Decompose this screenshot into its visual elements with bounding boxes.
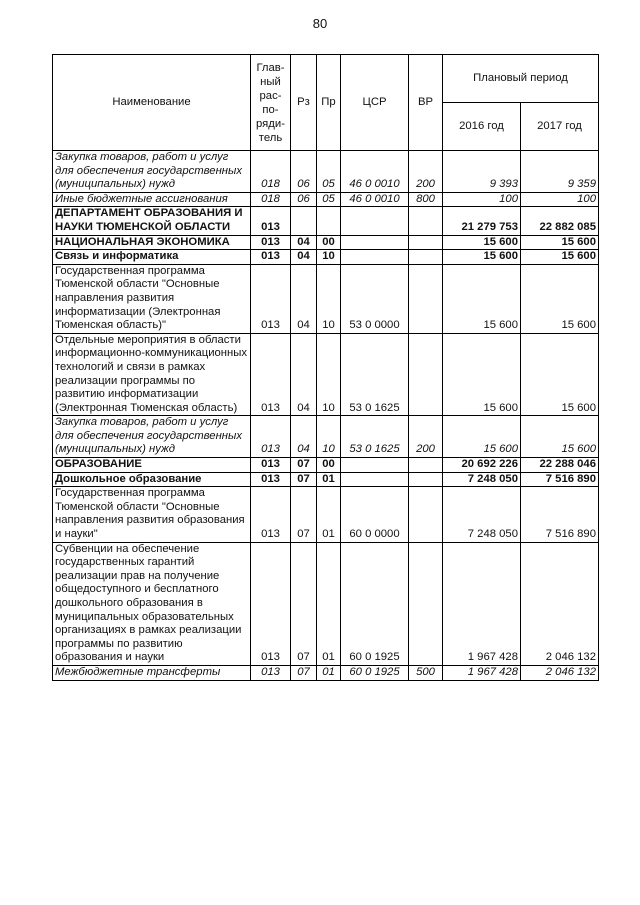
row-2017: 7 516 890 [521,487,599,542]
row-pr: 10 [317,264,341,333]
row-csr [341,458,409,473]
row-pr: 10 [317,333,341,416]
row-vr: 200 [409,416,443,458]
row-2016: 1 967 428 [443,542,521,665]
row-2017: 15 600 [521,333,599,416]
header-2017: 2017 год [521,103,599,151]
table-row [53,333,599,416]
row-2017: 15 600 [521,264,599,333]
row-glav: 013 [251,472,291,487]
row-csr [341,235,409,250]
row-2017: 22 288 046 [521,458,599,473]
row-2016: 1 967 428 [443,665,521,680]
row-name: Межбюджетные трансферты [53,665,251,680]
row-rz: 06 [291,192,317,207]
row-pr: 01 [317,487,341,542]
row-name: ДЕПАРТАМЕНТ ОБРАЗОВАНИЯ И НАУКИ ТЮМЕНСКОЙ ОБЛАСТИ [53,207,251,235]
row-pr: 10 [317,250,341,265]
row-2016: 100 [443,192,521,207]
row-2017: 100 [521,192,599,207]
row-vr: 500 [409,665,443,680]
header-csr: ЦСР [341,55,409,151]
row-glav: 013 [251,416,291,458]
row-csr [341,250,409,265]
row-2017: 2 046 132 [521,542,599,665]
row-csr: 60 0 1925 [341,665,409,680]
row-glav: 018 [251,151,291,193]
table-row [53,458,599,473]
row-rz: 04 [291,416,317,458]
table-row [53,192,599,207]
row-csr: 60 0 0000 [341,487,409,542]
row-2016: 15 600 [443,333,521,416]
header-vr: ВР [409,55,443,151]
header-glav-line: ный [260,75,281,88]
header-glav-line: ряди- [256,117,285,130]
row-name: Государственная программа Тюменской области "Основные направления развития информатизации (Электронная Тюменская область)" [53,264,251,333]
row-glav: 013 [251,264,291,333]
row-rz: 04 [291,250,317,265]
row-glav: 018 [251,192,291,207]
table-row [53,207,599,235]
row-2016: 9 393 [443,151,521,193]
header-glav-line: Глав- [256,61,285,74]
row-vr [409,333,443,416]
row-rz: 07 [291,542,317,665]
row-pr: 05 [317,192,341,207]
row-csr: 46 0 0010 [341,192,409,207]
row-csr: 53 0 0000 [341,264,409,333]
row-2016: 7 248 050 [443,472,521,487]
row-name: Отдельные мероприятия в области информационно-коммуникационных технологий и связи в рамках реализации программы по развитию информатизации (Электронная Тюменская область) [53,333,251,416]
header-period: Плановый период [443,55,599,103]
header-2016: 2016 год [443,103,521,151]
table-row [53,542,599,665]
row-csr: 46 0 0010 [341,151,409,193]
row-2017: 15 600 [521,250,599,265]
row-name: Дошкольное образование [53,472,251,487]
row-vr [409,235,443,250]
row-vr [409,207,443,235]
row-vr [409,458,443,473]
header-glav [251,55,291,151]
row-vr [409,472,443,487]
row-glav: 013 [251,207,291,235]
row-rz: 04 [291,333,317,416]
row-2016: 7 248 050 [443,487,521,542]
row-glav: 013 [251,458,291,473]
row-name: Субвенции на обеспечение государственных гарантий реализации прав на получение общедоступного и бесплатного дошкольного образования в муниципальных образовательных организациях в рамках реализации программы по развитию образования и науки [53,542,251,665]
row-vr [409,250,443,265]
row-name: ОБРАЗОВАНИЕ [53,458,251,473]
table-row [53,416,599,458]
row-pr: 00 [317,235,341,250]
row-2016: 15 600 [443,416,521,458]
row-pr: 01 [317,542,341,665]
row-vr [409,487,443,542]
row-pr: 00 [317,458,341,473]
row-2017: 22 882 085 [521,207,599,235]
header-glav-line: по- [262,103,279,116]
row-2016: 15 600 [443,235,521,250]
row-csr [341,207,409,235]
row-2017: 2 046 132 [521,665,599,680]
row-2016: 15 600 [443,250,521,265]
row-rz: 07 [291,665,317,680]
row-vr [409,264,443,333]
row-2017: 7 516 890 [521,472,599,487]
row-glav: 013 [251,333,291,416]
row-name: Государственная программа Тюменской области "Основные направления развития образования и науки" [53,487,251,542]
table-row [53,487,599,542]
row-glav: 013 [251,235,291,250]
row-2017: 15 600 [521,416,599,458]
row-rz: 07 [291,472,317,487]
row-rz: 07 [291,487,317,542]
row-glav: 013 [251,487,291,542]
row-name: Закупка товаров, работ и услуг для обеспечения государственных (муниципальных) нужд [53,416,251,458]
row-pr: 10 [317,416,341,458]
row-2017: 9 359 [521,151,599,193]
row-glav: 013 [251,542,291,665]
row-csr: 53 0 1625 [341,333,409,416]
row-csr [341,472,409,487]
row-rz: 04 [291,264,317,333]
row-rz [291,207,317,235]
row-vr: 200 [409,151,443,193]
row-glav: 013 [251,665,291,680]
table-row [53,151,599,193]
header-name: Наименование [53,55,251,151]
row-vr [409,542,443,665]
row-2016: 15 600 [443,264,521,333]
row-2017: 15 600 [521,235,599,250]
row-csr: 53 0 1625 [341,416,409,458]
row-name: Закупка товаров, работ и услуг для обеспечения государственных (муниципальных) нужд [53,151,251,193]
table-row [53,235,599,250]
row-pr: 05 [317,151,341,193]
row-name: Иные бюджетные ассигнования [53,192,251,207]
row-pr: 01 [317,472,341,487]
row-vr: 800 [409,192,443,207]
header-glav-line: тель [258,131,283,144]
row-rz: 07 [291,458,317,473]
row-pr [317,207,341,235]
row-csr: 60 0 1925 [341,542,409,665]
page-number: 80 [312,16,328,31]
table-row [53,665,599,680]
row-pr: 01 [317,665,341,680]
header-glav-line: рас- [259,89,282,102]
table-row [53,264,599,333]
row-name: НАЦИОНАЛЬНАЯ ЭКОНОМИКА [53,235,251,250]
budget-table [52,54,599,681]
row-rz: 06 [291,151,317,193]
row-name: Связь и информатика [53,250,251,265]
table-row [53,472,599,487]
header-pr: Пр [317,55,341,151]
row-2016: 21 279 753 [443,207,521,235]
row-2016: 20 692 226 [443,458,521,473]
row-rz: 04 [291,235,317,250]
table-row [53,250,599,265]
header-rz: Рз [291,55,317,151]
row-glav: 013 [251,250,291,265]
